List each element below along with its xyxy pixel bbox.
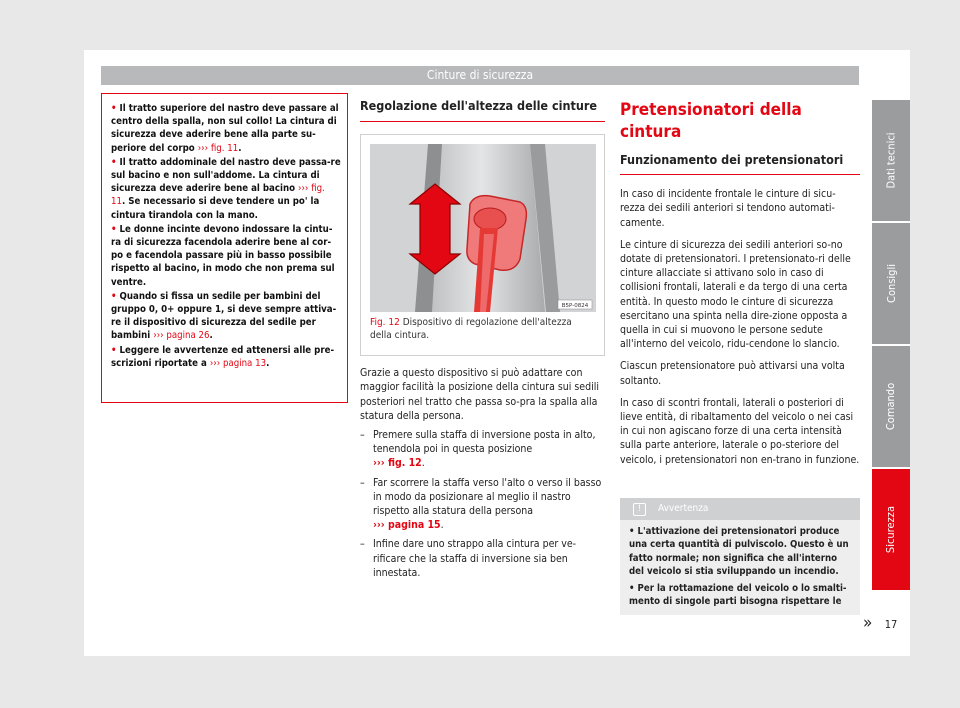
page-link[interactable]: ››› pagina 15 [373,519,441,532]
warning-box [620,498,860,615]
step-item: – Premere sulla staffa di inversione posta in alto, tenendola poi in questa posizione ››› fig. 12. [360,428,605,471]
warning-item: • Per la rottamazione del veicolo o lo smalti-mento di singole parti bisogna rispettare le [629,582,847,608]
list-item: • Quando si fissa un sedile per bambini del gruppo 0, 0+ oppure 1, si deve sempre attiva-re il dispositivo di sicurezza del sedile per bambini ››› pagina 26. [111,290,337,342]
tab-consigli[interactable]: Consigli [872,223,910,344]
paragraph: Le cinture di sicurezza dei sedili anteriori so-no dotate di pretensionatori. I pretensionato-ri delle cinture allacciate si attivano solo in caso di collisioni frontali, laterali e da tergo di una certa entità. In questo modo le cinture di sicurezza esercitano una spinta nella dire-zione opposta a quella in cui si muovono le persone sedute all'interno del veicolo, ridu-cendone lo slancio. [620,238,851,351]
fig-link[interactable]: ››› fig. 12 [373,457,422,470]
fig-link[interactable]: ››› fig. 11 [111,183,325,208]
section-subtitle: Funzionamento dei pretensionatori [620,153,860,175]
chapter-title: Pretensionatori della cintura [620,100,802,142]
paragraph: In caso di incidente frontale le cinture di sicu-rezza dei sedili anteriori si tendono automati-camente. [620,188,836,229]
fig-link[interactable]: ››› fig. 11 [197,142,239,154]
figure-12 [360,134,605,356]
page-link[interactable]: ››› pagina 26 [153,330,210,342]
page-number: 17 [884,618,898,631]
tab-comando[interactable]: Comando [872,346,910,467]
tab-dati-tecnici[interactable]: Dati tecnici [872,100,910,221]
list-item: • Leggere le avvertenze ed attenersi alle pre-scrizioni riportate a ››› pagina 13. [111,344,335,369]
warning-item: • L'attivazione dei pretensionatori produce una certa quantità di pulviscolo. Questo è un fatto normale; non significa che all'interno del veicolo si stia sviluppando un incendio. [629,526,849,578]
paragraph: In caso di scontri frontali, laterali o posteriori di lieve entità, di ribaltamento del veicolo o nei casi in cui non agiscano forze di una certa intensità sulla parte anteriore, laterale o po-steriore del veicolo, i pretensionatori non en-trano in funzione. [620,396,860,466]
instruction-box [101,93,348,403]
paragraph: Ciascun pretensionatore può attivarsi una volta soltanto. [620,360,845,387]
section-header: Cinture di sicurezza [101,66,859,85]
step-item: – Infine dare uno strappo alla cintura per ve-rificare che la staffa di inversione sia ben innestata. [360,537,605,580]
page-link[interactable]: ››› pagina 13 [209,357,267,369]
tab-sicurezza[interactable]: Sicurezza [872,469,910,590]
list-item: • Il tratto superiore del nastro deve passare al centro della spalla, non sul collo! La cintura di sicurezza deve aderire bene alla parte su-periore del corpo ››› fig. 11. [111,103,339,154]
list-item: • Il tratto addominale del nastro deve passa-re sul bacino e non sull'addome. La cintura di sicurezza deve aderire bene al bacino ››› fig. 11. Se necessario si deve tendere un po' la cintura tirandola con la mano. [111,156,341,221]
warning-icon: ! [633,503,646,516]
section-title: Regolazione dell'altezza delle cinture [360,99,605,122]
figure-caption: Fig. 12 Dispositivo di regolazione dell'altezza della cintura. [370,317,572,341]
belt-height-section [360,99,605,580]
list-item: • Le donne incinte devono indossare la cintu-ra di sicurezza facendola aderire bene al cor-po e facendola passare più in basso possibile rispetto al bacino, in modo che non prema sul ventre. [111,223,335,288]
intro-paragraph: Grazie a questo dispositivo si può adattare con maggior facilità la posizione della cintura sui sedili posteriori nel tratto che passa so-pra la spalla alla statura della persona. [360,367,599,422]
step-item: – Far scorrere la staffa verso l'alto o verso il basso in modo da posizionare al meglio il nastro rispetto alla statura della persona ››› pagina 15. [360,476,605,533]
warning-header: ! Avvertenza [620,498,860,520]
figure-code: B5P-0824 [561,303,589,310]
continue-icon: » [863,613,873,633]
belt-adjuster-illustration [370,144,596,312]
pretensioner-section [620,99,860,467]
